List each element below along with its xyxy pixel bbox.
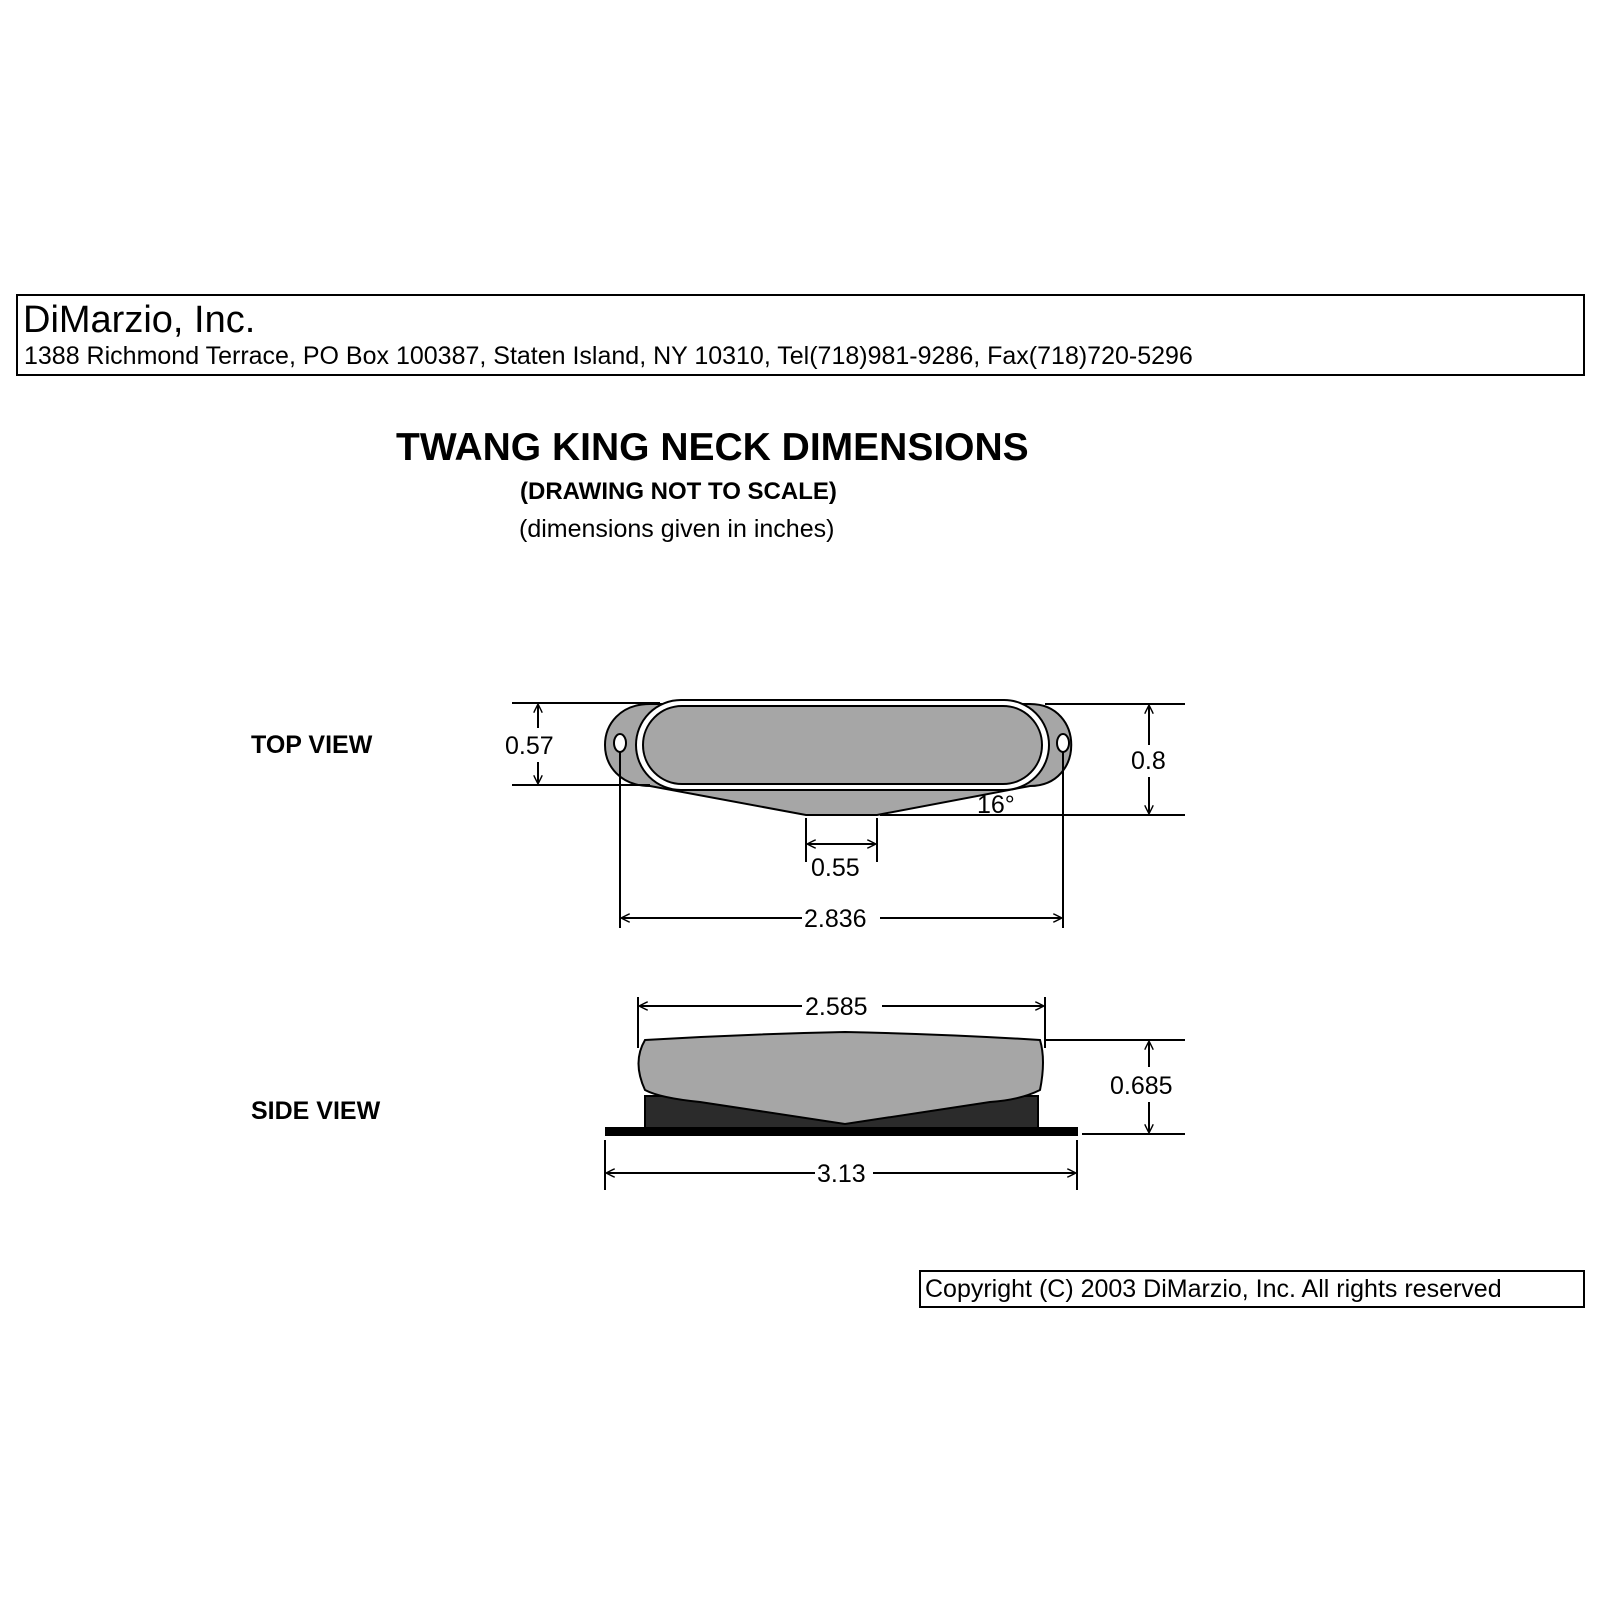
dim-tab-width: 0.55: [811, 854, 860, 882]
dim-total-height: 0.8: [1131, 747, 1166, 775]
dim-cover-length: 2.585: [805, 993, 868, 1021]
right-mounting-hole: [1057, 734, 1069, 752]
drawing-subtitle: (DRAWING NOT TO SCALE): [520, 478, 837, 505]
side-view-drawing: [605, 993, 1185, 1190]
units-note: (dimensions given in inches): [519, 515, 835, 543]
dim-base-length: 3.13: [817, 1160, 866, 1188]
top-view-drawing: [505, 700, 1185, 933]
side-view-baseplate: [605, 1127, 1078, 1136]
dim-angle: 16°: [977, 791, 1015, 819]
top-view-label: TOP VIEW: [251, 731, 373, 759]
dim-height: 0.685: [1110, 1072, 1173, 1100]
top-view-cover: [643, 706, 1042, 784]
dim-mount-spacing: 2.836: [804, 905, 867, 933]
side-view-label: SIDE VIEW: [251, 1097, 381, 1125]
dim-cover-height: 0.57: [505, 732, 554, 760]
company-name: DiMarzio, Inc.: [23, 299, 256, 341]
left-mounting-hole: [614, 734, 626, 752]
copyright-notice: Copyright (C) 2003 DiMarzio, Inc. All rights reserved: [919, 1270, 1585, 1308]
drawing-title: TWANG KING NECK DIMENSIONS: [396, 426, 1029, 469]
company-address: 1388 Richmond Terrace, PO Box 100387, Staten Island, NY 10310, Tel(718)981-9286, Fax(718)720-5296: [24, 342, 1193, 370]
